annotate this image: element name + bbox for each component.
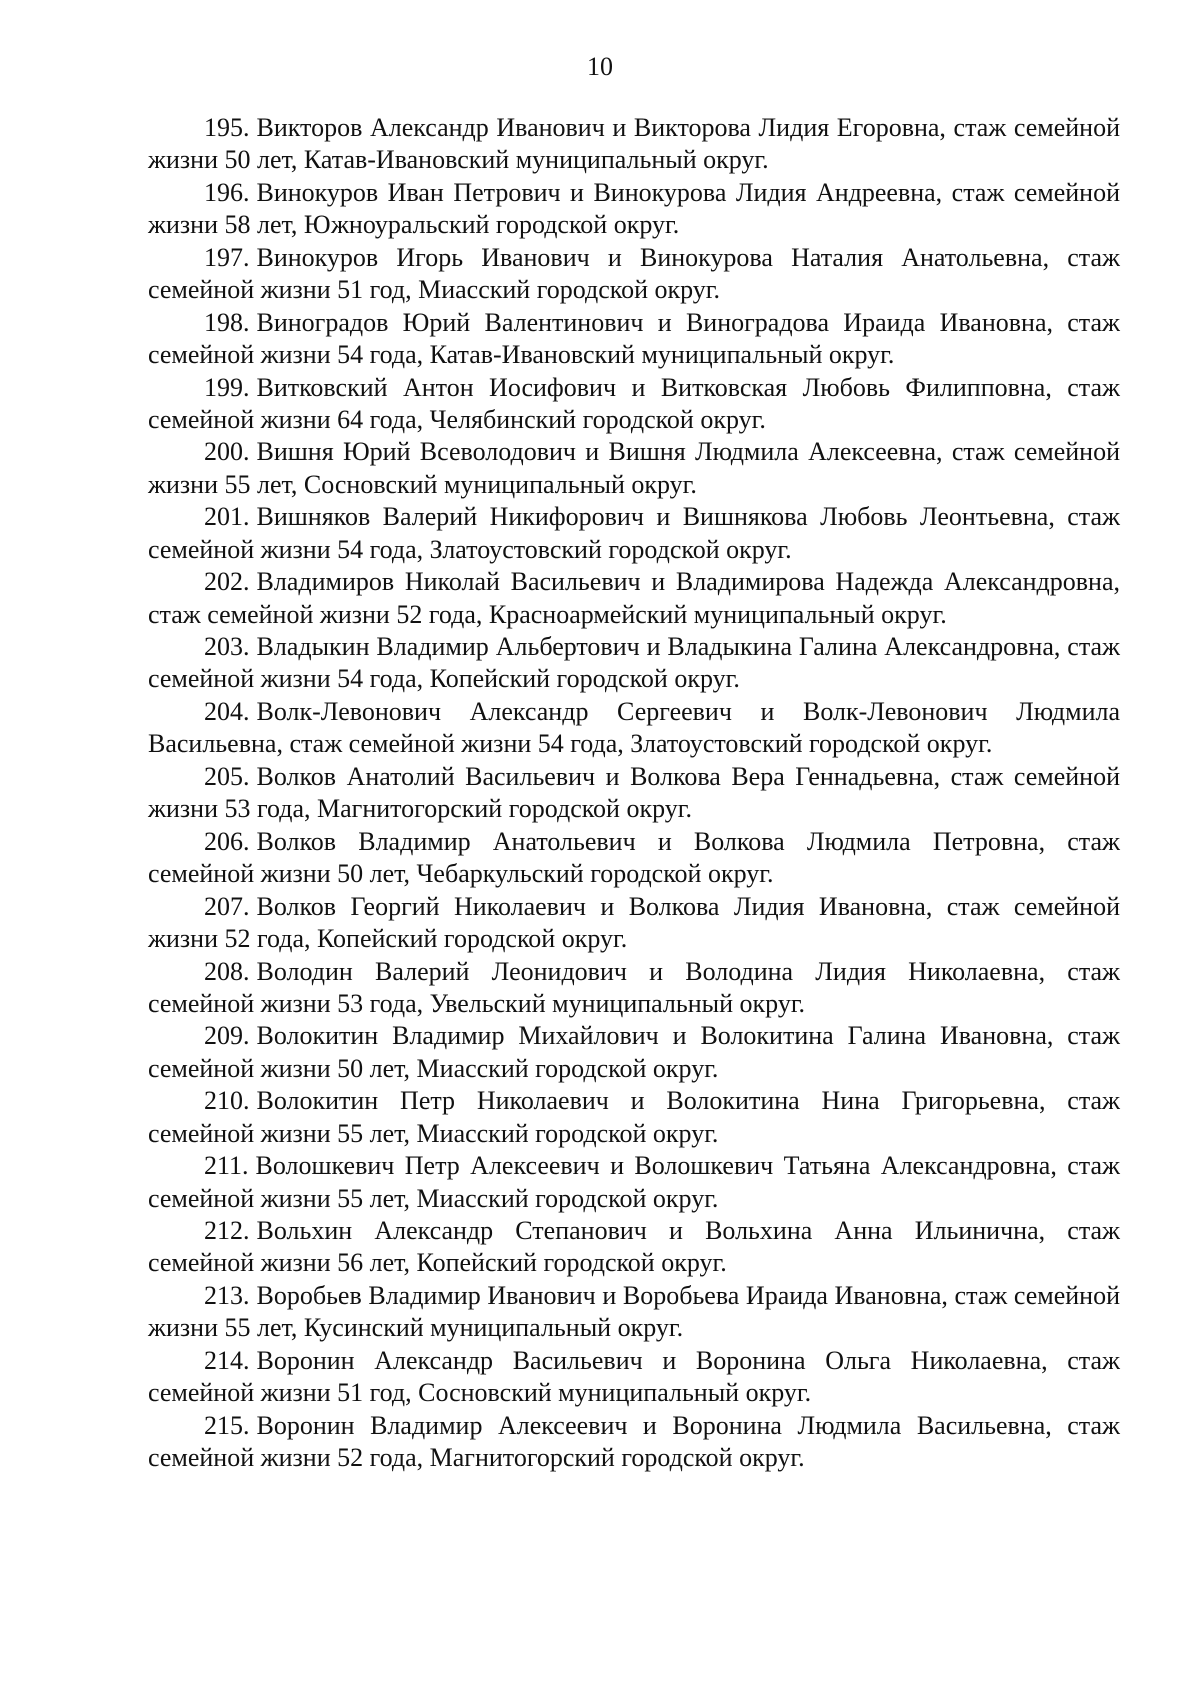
entry-text: Володин Валерий Леонидович и Володина Лидия Николаевна, стаж семейной жизни 53 года, Увельский муниципальный округ. [148,956,1120,1018]
entry-number: 199. [204,372,250,402]
entry-text: Витковский Антон Иосифович и Витковская Любовь Филипповна, стаж семейной жизни 64 года, Челябинский городской округ. [148,372,1120,434]
entry-number: 202. [204,567,250,597]
entry-number: 214. [204,1345,250,1375]
entry-number: 206. [204,826,250,856]
entry-number: 211. [204,1151,249,1181]
list-item [148,631,1120,696]
list-item [148,566,1120,631]
list-item [148,112,1120,177]
entry-text: Волков Анатолий Васильевич и Волкова Вера Геннадьевна, стаж семейной жизни 53 года, Магнитогорский городской округ. [148,761,1120,824]
entry-number: 205. [204,761,250,791]
entry-number: 204. [204,697,250,727]
entry-text: Вольхин Александр Степанович и Вольхина Анна Ильинична, стаж семейной жизни 56 лет, Копейский городской округ. [148,1216,1120,1278]
entry-text: Воронин Владимир Алексеевич и Воронина Людмила Васильевна, стаж семейной жизни 52 года, Магнитогорский городской округ. [148,1410,1120,1473]
list-item [148,1345,1120,1410]
entry-text: Волков Георгий Николаевич и Волкова Лидия Ивановна, стаж семейной жизни 52 года, Копейский городской округ. [148,891,1120,953]
entry-text: Волков Владимир Анатольевич и Волкова Людмила Петровна, стаж семейной жизни 50 лет, Чебаркульский городской округ. [148,826,1120,889]
list-item [148,696,1120,761]
page-number: 10 [587,52,613,81]
entry-text: Владыкин Владимир Альбертович и Владыкина Галина Александровна, стаж семейной жизни 54 года, Копейский городской округ. [148,632,1120,694]
list-item [148,436,1120,501]
entry-text: Волокитин Петр Николаевич и Волокитина Нина Григорьевна, стаж семейной жизни 55 лет, Миасский городской округ. [148,1086,1120,1148]
list-item [148,307,1120,372]
list-item [148,1085,1120,1150]
entry-number: 209. [204,1021,250,1051]
entry-text: Воробьев Владимир Иванович и Воробьева Ираида Ивановна, стаж семейной жизни 55 лет, Кусинский муниципальный округ. [148,1281,1120,1343]
entry-number: 210. [204,1086,250,1116]
list-item [148,1280,1120,1345]
entry-text: Винокуров Игорь Иванович и Винокурова Наталия Анатольевна, стаж семейной жизни 51 год, Миасский городской округ. [148,242,1120,305]
entry-text: Винокуров Иван Петрович и Винокурова Лидия Андреевна, стаж семейной жизни 58 лет, Южноуральский городской округ. [148,177,1120,240]
entry-number: 196. [204,177,250,207]
entry-number: 203. [204,632,250,662]
list-item [148,761,1120,826]
entry-text: Волк-Левонович Александр Сергеевич и Волк-Левонович Людмила Васильевна, стаж семейной жизни 54 года, Златоустовский городской округ. [148,697,1120,759]
entry-text: Владимиров Николай Васильевич и Владимирова Надежда Александровна, стаж семейной жизни 52 года, Красноармейский муниципальный округ. [148,567,1120,629]
entry-text: Вишняков Валерий Никифорович и Вишнякова Любовь Леонтьевна, стаж семейной жизни 54 года, Златоустовский городской округ. [148,502,1120,564]
entry-number: 200. [204,437,250,467]
list-item [148,1020,1120,1085]
entry-number: 195. [204,113,250,142]
list-item [148,956,1120,1021]
list-item [148,1215,1120,1280]
entry-number: 198. [204,307,250,337]
entry-text: Волокитин Владимир Михайлович и Волокитина Галина Ивановна, стаж семейной жизни 50 лет, Миасский городской округ. [148,1021,1120,1083]
entry-number: 213. [204,1281,250,1311]
entry-number: 207. [204,891,250,921]
list-item [148,826,1120,891]
list-item [148,1410,1120,1475]
entry-text: Воронин Александр Васильевич и Воронина Ольга Николаевна, стаж семейной жизни 51 год, Сосновский муниципальный округ. [148,1345,1120,1408]
list-item [148,891,1120,956]
entry-number: 215. [204,1410,250,1440]
list-item [148,501,1120,566]
list-item [148,1150,1120,1215]
entry-text: Волошкевич Петр Алексеевич и Волошкевич Татьяна Александровна, стаж семейной жизни 55 лет, Миасский городской округ. [148,1151,1120,1213]
list-item [148,372,1120,437]
entry-text: Вишня Юрий Всеволодович и Вишня Людмила Алексеевна, стаж семейной жизни 55 лет, Сосновский муниципальный округ. [148,437,1120,499]
list-item [148,177,1120,242]
entry-number: 212. [204,1216,250,1246]
entry-list [148,112,1120,1475]
list-item [148,242,1120,307]
entry-text: Виноградов Юрий Валентинович и Виноградова Ираида Ивановна, стаж семейной жизни 54 года, Катав-Ивановский муниципальный округ. [148,307,1120,369]
entry-text: Викторов Александр Иванович и Викторова Лидия Егоровна, стаж семейной жизни 50 лет, Катав-Ивановский муниципальный округ. [148,113,1120,175]
entry-number: 197. [204,242,250,272]
entry-number: 208. [204,956,250,986]
entry-number: 201. [204,502,250,532]
